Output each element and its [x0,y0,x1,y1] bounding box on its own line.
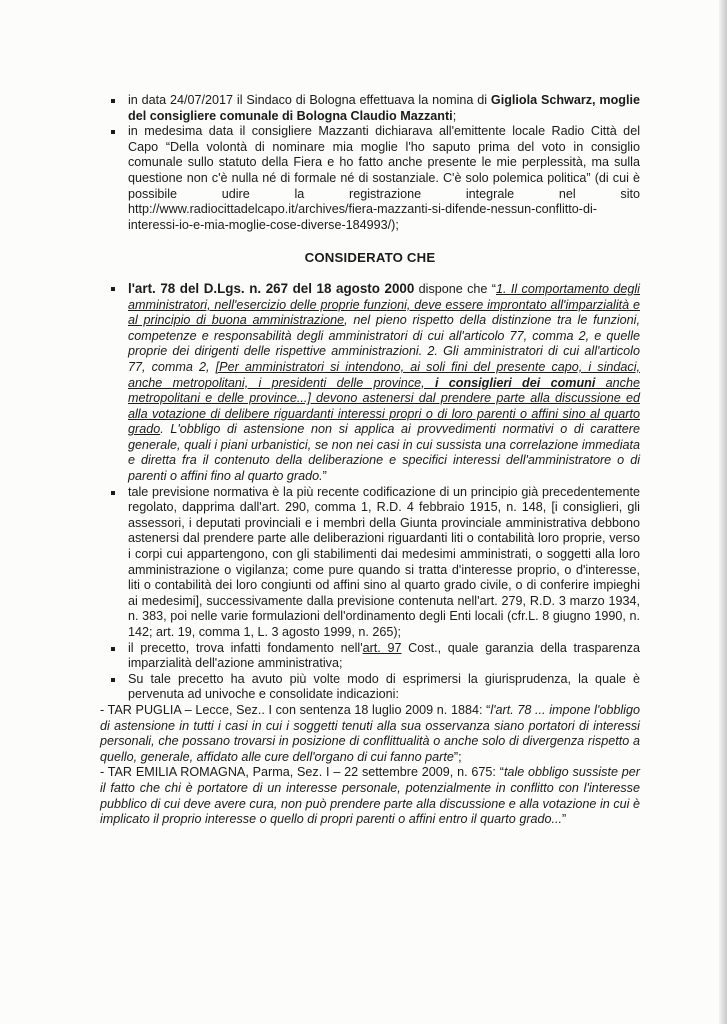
sentenza-tail: ” [562,812,567,827]
considerato-list [100,281,640,703]
list-item [100,93,640,124]
list-item-giurisprudenza [100,672,640,703]
art78-quote-1: 1. Il comportamento degli amministratori, nell'esercizio delle proprie funzioni, deve essere improntato all'imparzialità e al principio di buona amministrazione [128,281,640,328]
intro-list [100,93,640,233]
art78-quote-4: i consiglieri dei comuni [434,375,596,390]
art78-quote-3: [Per amministratori si intendono, ai soli fini del presente capo, i sindaci, anche metropolitani, i presidenti delle province, [128,359,641,390]
sentenza-tail: ”; [453,749,462,764]
list-item-art78 [100,281,640,485]
art78-close: ” [322,469,327,484]
item-text: in data 24/07/2017 il Sindaco di Bologna effettuava la nomina di [128,93,491,107]
sentenza-lead: - TAR PUGLIA – Lecce, Sez.. I con sentenza 18 luglio 2009 n. 1884: “ [100,702,491,717]
item-bold-text: Gigliola Schwarz, moglie del consigliere comunale di Bologna Claudio Mazzanti [128,93,641,123]
item-text: in medesima data il consigliere Mazzanti dichiarava all'emittente locale Radio Città del Capo “Della volontà di nominare mia moglie l'ho saputo prima del voto in consiglio comunale sullo statuto della Fiera e ho fatto anche presente le mie perplessità, ma sulla questione non c'è nulla né di formale né di sostanziale. C'è solo polemica politica” (di cui è possibile udire la registrazione integrale nel sito http://www.radiocittadelcapo.it/archives/fiera-mazzanti-si-difende-nessun-conflitto-di-interessi-io-e-mia-moglie-cose-diverse-184993/); [128,124,640,232]
art78-quote-2: , nel pieno rispetto della distinzione tra le funzioni, competenze e responsabilità degli amministratori di cui all'articolo 77, comma 2, e quelle proprie dei dirigenti delle rispettive amministrazioni. 2. Gli amministratori di cui all'articolo 77, comma 2, [128,313,640,374]
art78-quote-5: anche metropolitani e delle province...] devono astenersi dal prendere parte alla discussione ed alla votazione di delibere riguardanti interessi propri o di loro parenti o affini sino al quarto grado [128,375,640,437]
precetto-text: il precetto, trova infatti fondamento nell' [128,640,363,655]
list-item-previsione [100,485,640,641]
art97-link[interactable]: art. 97 [362,640,402,655]
item-text-end: ; [452,108,457,123]
giurisprudenza-text: Su tale precetto ha avuto più volte modo di esprimersi la giurisprudenza, la quale è pervenuta ad univoche e consolidate indicazioni: [128,671,640,702]
art78-quote-6: . L'obbligo di astensione non si applica ai provvedimenti normativi o di carattere generale, quali i piani urbanistici, se non nei casi in cui sussista una correlazione immediata e diretta fra il contenuto della deliberazione e specifici interessi dell'amministratore o di parenti o affini fino al quarto grado. [128,422,640,484]
sentenza-quote: l'art. 78 ... impone l'obbligo di astensione in tutti i casi in cui i soggetti tenuti alla sua osservanza siano portatori di interessi personali, che possano trovarsi in posizione di conflittualità o anche solo di divergenza rispetto a quello, generale, affidato alle cure dell'organo di cui fanno parte [100,702,640,764]
sentenza-quote: tale obbligo sussiste per il fatto che chi è portatore di un interesse personale, potenzialmente in conflitto con l'interesse pubblico di cui deve avere cura, non può prendere parte alla discussione e alla votazione in cui è implicato il proprio interesse o quello di propri parenti o affini entro il quarto grado... [100,765,640,827]
document-body [100,93,640,828]
previsione-text: tale previsione normativa è la più recente codificazione di un principio già precedentemente regolato, dapprima dall'art. 290, comma 1, R.D. 4 febbraio 1915, n. 148, [i consiglieri, gli assessori, i deputati provinciali e i membri della Giunta provinciale amministrativa debbono astenersi dal prendere parte alle deliberazioni riguardanti liti o contabilità loro proprie, verso i corpi cui appartengono, con gli stabilimenti dai medesimi amministrati, o soggetti alla loro amministrazione o vigilanza; come pure quando si tratta d'interesse proprio, o d'interesse, liti o contabilità dei loro congiunti od affini sino al quarto grado civile, o di conferire impieghi ai medesimi], successivamente dalla previsione contenuta nell'art. 279, R.D. 3 marzo 1934, n. 383, poi nelle varie formulazioni dell'ordinamento degli Enti locali (cfr.L. 8 giugno 1990, n. 142; art. 19, comma 1, L. 3 agosto 1999, n. 265); [128,484,640,639]
sentenza-lead: - TAR EMILIA ROMAGNA, Parma, Sez. I – 22 settembre 2009, n. 675: “ [100,765,504,780]
precetto-text-end: Cost., quale garanzia della trasparenza imparzialità dell'azione amministrativa; [128,640,641,671]
page-edge-shadow [719,0,727,1024]
sentenza-tar-puglia [100,703,640,765]
sentenza-tar-emilia [100,765,640,827]
section-heading: CONSIDERATO CHE [304,250,436,266]
art78-lead: l'art. 78 del D.Lgs. n. 267 del 18 agosto 2000 [128,280,415,296]
list-item-precetto [100,641,640,672]
art78-dispone: dispone che “ [414,281,496,296]
list-item [100,124,640,233]
